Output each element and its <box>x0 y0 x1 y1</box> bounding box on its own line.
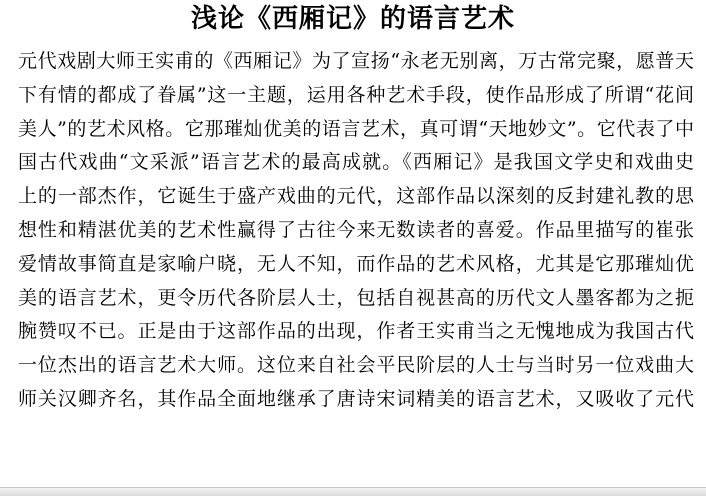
text-line: 一位杰出的语言艺术大师。这位来自社会平民阶层的人士与当时另一位戏曲大 <box>18 354 694 377</box>
horizontal-scrollbar[interactable] <box>0 487 706 496</box>
text-line: 美人”的艺术风格。它那璀灿优美的语言艺术，真可谓“天地妙文”。它代表了中 <box>18 117 694 140</box>
text-line: 元代戏剧大师王实甫的《西厢记》为了宣扬“永老无别离，万古常完聚，愿普天 <box>18 50 694 72</box>
text-line: 上的一部杰作，它诞生于盛产戏曲的元代，这部作品以深刻的反封建礼教的思 <box>18 185 694 208</box>
text-line: 下有情的都成了眷属”这一主题，运用各种艺术手段，使作品形成了所谓“花间 <box>18 83 694 106</box>
document-body <box>18 45 694 417</box>
text-line: 美的语言艺术，更令历代各阶层人士，包括自视甚高的历代文人墨客都为之扼 <box>18 286 694 309</box>
text-line: 想性和精湛优美的艺术性赢得了古往今来无数读者的喜爱。作品里描写的崔张 <box>18 218 694 241</box>
text-line: 师关汉卿齐名，其作品全面地继承了唐诗宋词精美的语言艺术，又吸收了元代 <box>18 387 694 410</box>
text-line: 爱情故事简直是家喻户晓，无人不知，而作品的艺术风格，尤其是它那璀灿优 <box>18 252 694 275</box>
text-line: 国古代戏曲“文采派”语言艺术的最高成就。《西厢记》是我国文学史和戏曲史 <box>18 151 694 174</box>
text-line: 腕赞叹不已。正是由于这部作品的出现，作者王实甫当之无愧地成为我国古代 <box>18 320 694 343</box>
document-title: 浅论《西厢记》的语言艺术 <box>190 4 515 34</box>
